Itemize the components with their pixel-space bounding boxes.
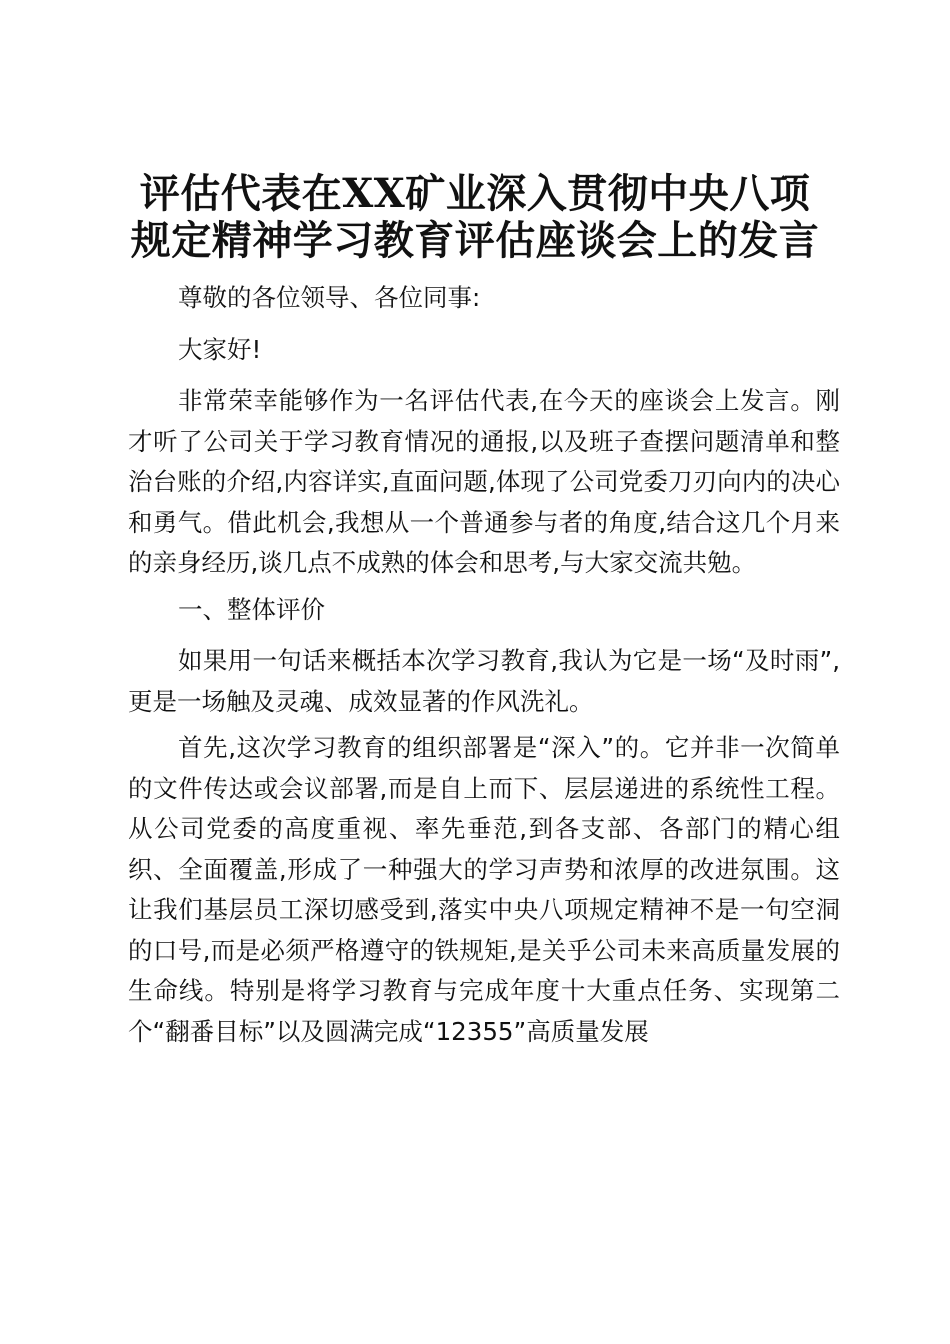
document-title	[110, 170, 840, 264]
greeting: 大家好!	[178, 334, 262, 364]
title-line-1: 评估代表在XX矿业深入贯彻中央八项	[139, 170, 811, 217]
salutation: 尊敬的各位领导、各位同事:	[178, 283, 481, 312]
paragraph-overall: 如果用一句话来概括本次学习教育,我认为它是一场“及时雨”,更是一场触及灵魂、成效显著的作风洗礼。	[128, 646, 840, 716]
paragraph-first: 首先,这次学习教育的组织部署是“深入”的。它并非一次简单的文件传达或会议部署,而是自上而下、层层递进的系统性工程。从公司党委的高度重视、率先垂范,到各支部、各部门的精心组织、全面覆盖,形成了一种强大的学习声势和浓厚的改进氛围。这让我们基层员工深切感受到,落实中央八项规定精神不是一句空洞的口号,而是必须严格遵守的铁规矩,是关乎公司未来高质量发展的生命线。特别是将学习教育与完成年度十大重点任务、实现第二个“翻番目标”以及圆满完成“12355”高质量发展	[128, 733, 840, 1046]
title-line-2: 规定精神学习教育评估座谈会上的发言	[130, 217, 820, 264]
document-body	[128, 278, 840, 1058]
section-heading: 一、整体评价	[178, 594, 325, 624]
paragraph-intro: 非常荣幸能够作为一名评估代表,在今天的座谈会上发言。刚才听了公司关于学习教育情况的通报,以及班子查摆问题清单和整治台账的介绍,内容详实,直面问题,体现了公司党委刀刃向内的决心和勇气。借此机会,我想从一个普通参与者的角度,结合这几个月来的亲身经历,谈几点不成熟的体会和思考,与大家交流共勉。	[128, 386, 840, 577]
